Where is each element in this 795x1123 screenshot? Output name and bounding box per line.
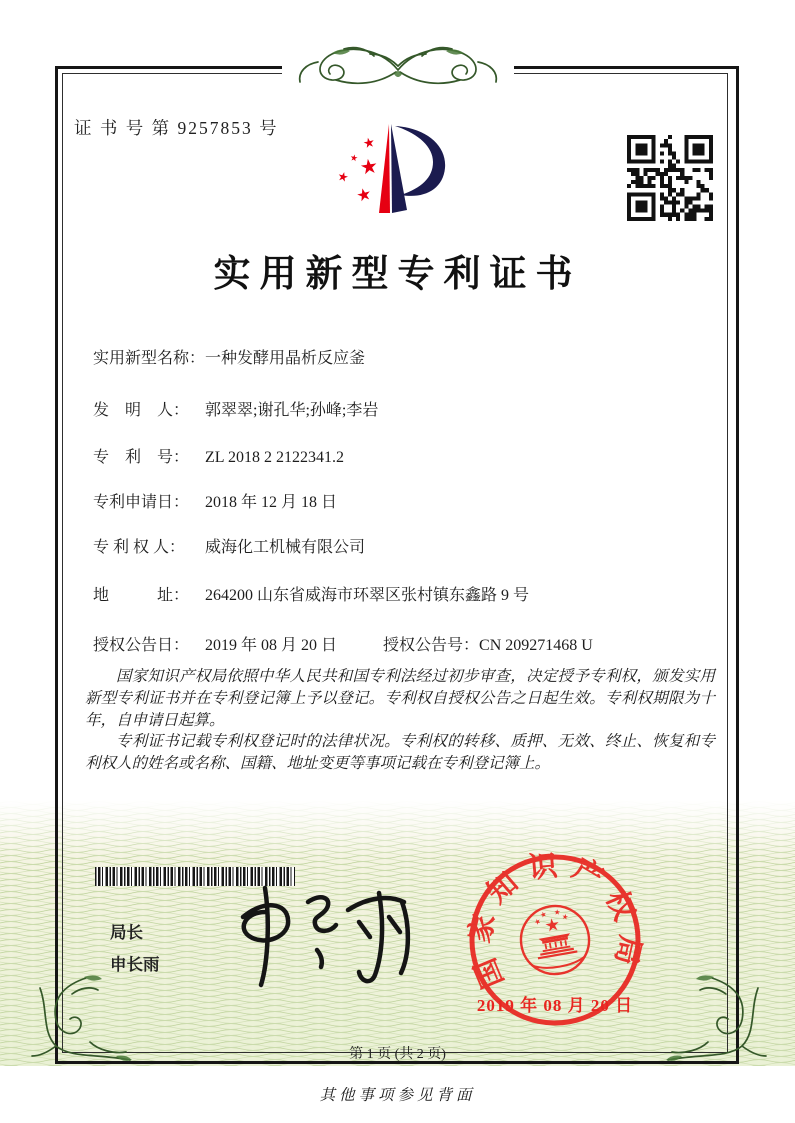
field-label: 授权公告号： [383,637,480,654]
legal-paragraph-2: 专利证书记载专利权登记时的法律状况。专利权的转移、质押、无效、终止、恢复和专利权人的姓名或名称、国籍、地址变更等事项记载在专利登记簿上。 [85,733,715,773]
field-value: 郭翠翠;谢孔华;孙峰;李岩 [205,402,379,419]
field-label: 授权公告日： [93,637,190,654]
national-emblem-icon [516,901,595,980]
qr-code-icon [623,131,717,225]
top-flourish-ornament-icon [278,40,518,100]
field-label: 地 址： [93,587,190,604]
field-value: ZL 2018 2 2122341.2 [205,449,344,466]
certificate-number: 证 书 号 第 9257853 号 [74,118,279,138]
seal-date: 2019 年 08 月 20 日 [476,996,634,1015]
commissioner-name: 申长雨 [110,956,160,974]
seal-text: 国家知识产权局 [463,849,647,993]
field-utility-model-name [93,345,365,368]
field-value: 264200 山东省威海市环翠区张村镇东鑫路 9 号 [205,587,530,604]
field-grant-number [383,632,593,655]
field-label: 发 明 人： [93,402,190,419]
field-label: 专 利 号： [93,449,190,466]
field-grant-date [93,632,337,655]
field-value: 威海化工机械有限公司 [205,539,366,556]
field-patent-number [93,444,344,467]
legal-paragraph-1: 国家知识产权局依照中华人民共和国专利法经过初步审查，决定授予专利权，颁发实用新型专利证书并在专利登记簿上予以登记。专利权自授权公告之日起生效。专利权期限为十年，自申请日起算。 [85,668,715,729]
field-label: 专 利 权 人： [93,539,186,556]
back-side-note: 其他事项参见背面 [319,1087,476,1104]
field-filing-date [93,489,337,512]
field-inventors [93,397,378,420]
field-address [93,582,529,605]
legal-text-block [85,666,715,775]
cnipa-logo-icon [323,116,463,238]
field-label: 实用新型名称： [93,350,206,367]
commissioner-title: 局长 [110,924,143,942]
field-value: 2018 年 12 月 18 日 [205,494,338,511]
page-number: 第 1 页 (共 2 页) [349,1047,446,1062]
commissioner-signature-icon [213,872,413,997]
field-value: 一种发酵用晶析反应釜 [205,350,366,367]
field-value: CN 209271468 U [479,637,593,654]
certificate-title: 实用新型专利证书 [213,254,582,295]
field-value: 2019 年 08 月 20 日 [205,637,338,654]
field-label: 专利申请日： [93,494,190,511]
field-patentee [93,534,365,557]
